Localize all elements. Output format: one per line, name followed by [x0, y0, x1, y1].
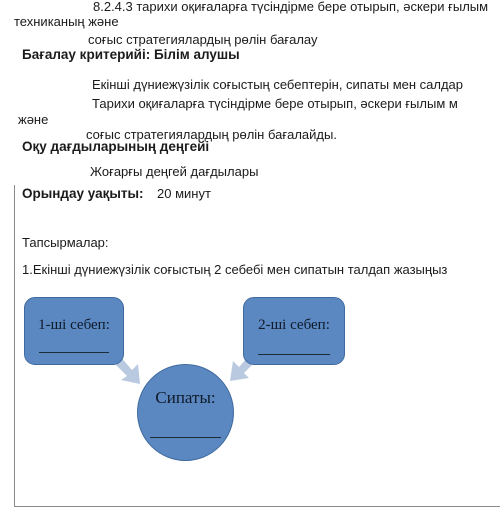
objective-line-2: техниканың және — [14, 14, 119, 29]
cause-2-box — [243, 297, 345, 365]
criteria-line-2: Тарихи оқиғаларға түсіндірме бере отырып, әскери ғылым м — [92, 96, 458, 111]
cause-1-blank — [39, 352, 109, 353]
cause-1-label: 1-ші себеп: — [38, 317, 110, 333]
character-blank — [150, 437, 221, 438]
cause-1-box — [24, 297, 124, 365]
criteria-heading: Бағалау критерийі: Білім алушы — [22, 47, 240, 62]
objective-line-3: соғыс стратегиялардың рөлін бағалау — [88, 32, 318, 47]
skills-heading: Оқу дағдыларының деңгейі — [22, 139, 210, 154]
time-label: Орындау уақыты: — [22, 186, 144, 201]
criteria-line-3: және — [18, 112, 49, 127]
cause-2-label: 2-ші себеп: — [258, 317, 330, 333]
criteria-line-1: Екінші дүниежүзілік соғыстың себептерін, сипаты мен салдар — [92, 77, 464, 92]
skills-level: Жоғарғы деңгей дағдылары — [90, 164, 259, 179]
objective-line-1: 8.2.4.3 тарихи оқиғаларға түсіндірме бере отырып, әскери ғылым — [93, 0, 489, 14]
character-label: Сипаты: — [155, 388, 216, 407]
tasks-heading: Тапсырмалар: — [22, 235, 109, 250]
task-1: 1.Екінші дүниежүзілік соғыстың 2 себебі мен сипатын талдап жазыңыз — [22, 262, 448, 277]
character-ellipse — [137, 364, 234, 461]
criteria-line-4: соғыс стратегиялардың рөлін бағалайды. — [86, 127, 337, 142]
time-value: 20 минут — [157, 186, 211, 201]
cause-2-blank — [258, 354, 330, 355]
